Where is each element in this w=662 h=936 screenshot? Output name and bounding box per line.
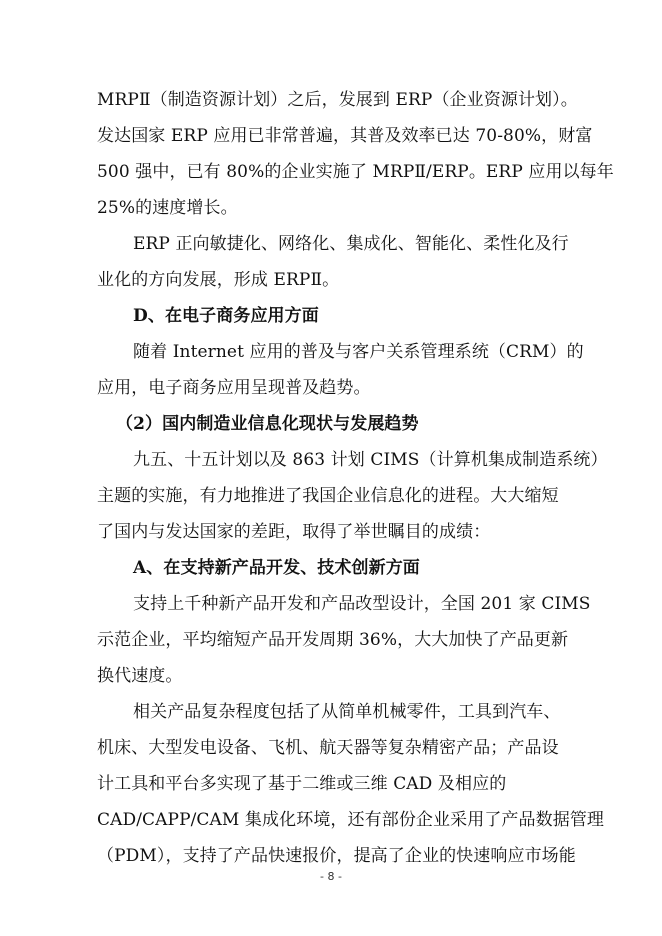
text-line: 换代速度。 — [97, 666, 183, 686]
text-line: （PDM），支持了产品快速报价，提高了企业的快速响应市场能 — [97, 846, 576, 866]
text-line: 主题的实施，有力地推进了我国企业信息化的进程。大大缩短 — [97, 486, 559, 506]
text-line: 500 强中，已有 80%的企业实施了 MRPⅡ/ERP。ERP 应用以每年 — [97, 162, 614, 182]
subsection-heading: A、在支持新产品开发、技术创新方面 — [133, 558, 420, 578]
section-heading: （2）国内制造业信息化现状与发展趋势 — [116, 414, 419, 434]
text-line: 了国内与发达国家的差距，取得了举世瞩目的成绩： — [97, 522, 491, 542]
text-line: 应用，电子商务应用呈现普及趋势。 — [97, 378, 371, 398]
text-line: 计工具和平台多实现了基于二维或三维 CAD 及相应的 — [97, 774, 507, 794]
text-line: 九五、十五计划以及 863 计划 CIMS（计算机集成制造系统） — [133, 450, 608, 470]
text-line: ERP 正向敏捷化、网络化、集成化、智能化、柔性化及行 — [133, 234, 569, 254]
text-line: MRPⅡ（制造资源计划）之后，发展到 ERP（企业资源计划）。 — [97, 90, 578, 110]
text-line: CAD/CAPP/CAM 集成化环境，还有部份企业采用了产品数据管理 — [97, 810, 605, 830]
text-line: 相关产品复杂程度包括了从简单机械零件，工具到汽车、 — [133, 702, 561, 722]
text-line: 随着 Internet 应用的普及与客户关系管理系统（CRM）的 — [133, 342, 584, 362]
text-line: 机床、大型发电设备、飞机、航天器等复杂精密产品；产品设 — [97, 738, 559, 758]
page-number: - 8 - — [320, 870, 342, 883]
text-line: 支持上千种新产品开发和产品改型设计，全国 201 家 CIMS — [133, 594, 591, 614]
text-line: 发达国家 ERP 应用已非常普遍，其普及效率已达 70-80%，财富 — [97, 126, 593, 146]
text-line: 25%的速度增长。 — [97, 198, 238, 218]
text-line: 示范企业，平均缩短产品开发周期 36%，大大加快了产品更新 — [97, 630, 569, 650]
subsection-heading: D、在电子商务应用方面 — [133, 306, 319, 326]
text-line: 业化的方向发展，形成 ERPⅡ。 — [97, 270, 340, 290]
